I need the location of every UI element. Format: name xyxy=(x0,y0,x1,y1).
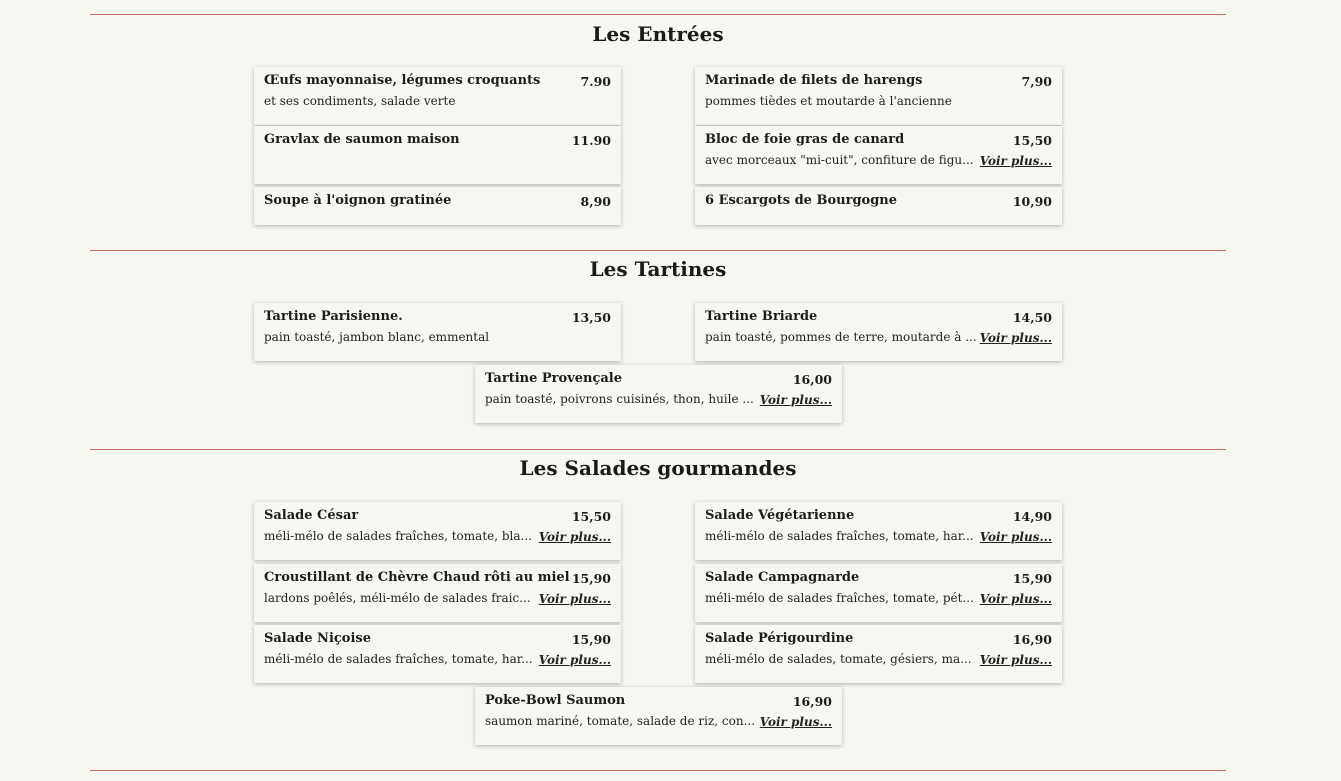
item-price: 8,90 xyxy=(580,194,611,209)
see-more-link[interactable]: Voir plus... xyxy=(979,530,1052,544)
item-description: pommes tièdes et moutarde à l'ancienne xyxy=(705,94,952,108)
item-description: méli-mélo de salades fraîches, tomate, pét... xyxy=(705,591,974,605)
item-description: méli-mélo de salades fraîches, tomate, har... xyxy=(705,529,974,543)
item-price: 15,50 xyxy=(571,509,611,524)
menu-item-card[interactable] xyxy=(254,187,621,225)
item-price: 15,50 xyxy=(1012,133,1052,148)
menu-item-card[interactable] xyxy=(695,564,1062,622)
item-name: Gravlax de saumon maison xyxy=(264,132,460,147)
item-description: pain toasté, poivrons cuisinés, thon, huile ... xyxy=(485,392,754,406)
item-price: 15,90 xyxy=(571,571,611,586)
item-name: Salade Périgourdine xyxy=(705,631,854,646)
menu-item-card[interactable] xyxy=(254,625,621,683)
section-title-salades: Les Salades gourmandes xyxy=(519,456,797,480)
see-more-link[interactable]: Voir plus... xyxy=(538,653,611,667)
section-divider xyxy=(90,250,1226,251)
section-title-tartines: Les Tartines xyxy=(589,257,727,281)
item-name: Bloc de foie gras de canard xyxy=(705,132,905,147)
menu-item-card[interactable] xyxy=(254,564,621,622)
item-description: lardons poêlés, méli-mélo de salades fraic... xyxy=(264,591,531,605)
menu-item-card[interactable] xyxy=(254,502,621,560)
item-name: Tartine Parisienne. xyxy=(264,309,403,324)
item-name: Œufs mayonnaise, légumes croquants xyxy=(264,73,541,88)
item-name: Tartine Briarde xyxy=(705,309,818,324)
item-price: 10,90 xyxy=(1012,194,1052,209)
item-name: Marinade de filets de harengs xyxy=(705,73,923,88)
see-more-link[interactable]: Voir plus... xyxy=(979,154,1052,168)
item-description: pain toasté, pommes de terre, moutarde à ... xyxy=(705,330,977,344)
menu-item-card[interactable] xyxy=(254,303,621,361)
item-price: 16,90 xyxy=(1012,632,1052,647)
see-more-link[interactable]: Voir plus... xyxy=(759,393,832,407)
item-name: Poke-Bowl Saumon xyxy=(485,693,626,708)
item-name: Salade Niçoise xyxy=(264,631,371,646)
menu-item-card[interactable] xyxy=(695,126,1062,184)
menu-item-card[interactable] xyxy=(695,187,1062,225)
item-price: 15,90 xyxy=(571,632,611,647)
item-name: Tartine Provençale xyxy=(485,371,623,386)
item-name: Salade Campagnarde xyxy=(705,570,860,585)
menu-item-card[interactable] xyxy=(695,625,1062,683)
menu-item-card[interactable] xyxy=(254,67,621,125)
item-name: Soupe à l'oignon gratinée xyxy=(264,193,452,208)
see-more-link[interactable]: Voir plus... xyxy=(538,592,611,606)
section-divider xyxy=(90,770,1226,771)
item-name: Croustillant de Chèvre Chaud rôti au miel xyxy=(264,570,570,585)
see-more-link[interactable]: Voir plus... xyxy=(538,530,611,544)
item-price: 16,00 xyxy=(792,372,832,387)
menu-item-card[interactable] xyxy=(695,67,1062,125)
see-more-link[interactable]: Voir plus... xyxy=(979,331,1052,345)
menu-item-card[interactable] xyxy=(475,687,842,745)
item-price: 14,90 xyxy=(1012,509,1052,524)
see-more-link[interactable]: Voir plus... xyxy=(759,715,832,729)
section-divider xyxy=(90,14,1226,15)
item-description: méli-mélo de salades fraîches, tomate, har... xyxy=(264,652,533,666)
item-description: pain toasté, jambon blanc, emmental xyxy=(264,330,490,344)
item-price: 14,50 xyxy=(1012,310,1052,325)
item-name: Salade César xyxy=(264,508,359,523)
item-price: 7.90 xyxy=(580,74,611,89)
item-description: méli-mélo de salades fraîches, tomate, bla... xyxy=(264,529,532,543)
menu-item-card[interactable] xyxy=(475,365,842,423)
item-description: et ses condiments, salade verte xyxy=(264,94,456,108)
section-title-entrees: Les Entrées xyxy=(592,22,724,46)
item-description: avec morceaux "mi-cuit", confiture de figu... xyxy=(705,153,974,167)
item-price: 7,90 xyxy=(1021,74,1052,89)
item-price: 16,90 xyxy=(792,694,832,709)
section-divider xyxy=(90,449,1226,450)
see-more-link[interactable]: Voir plus... xyxy=(979,653,1052,667)
item-name: Salade Végétarienne xyxy=(705,508,855,523)
item-price: 11.90 xyxy=(571,133,611,148)
item-price: 15,90 xyxy=(1012,571,1052,586)
item-price: 13,50 xyxy=(571,310,611,325)
item-description: saumon mariné, tomate, salade de riz, con... xyxy=(485,714,756,728)
menu-item-card[interactable] xyxy=(695,502,1062,560)
see-more-link[interactable]: Voir plus... xyxy=(979,592,1052,606)
menu-item-card[interactable] xyxy=(695,303,1062,361)
menu-item-card[interactable] xyxy=(254,126,621,184)
item-name: 6 Escargots de Bourgogne xyxy=(705,193,898,208)
item-description: méli-mélo de salades, tomate, gésiers, ma... xyxy=(705,652,972,666)
